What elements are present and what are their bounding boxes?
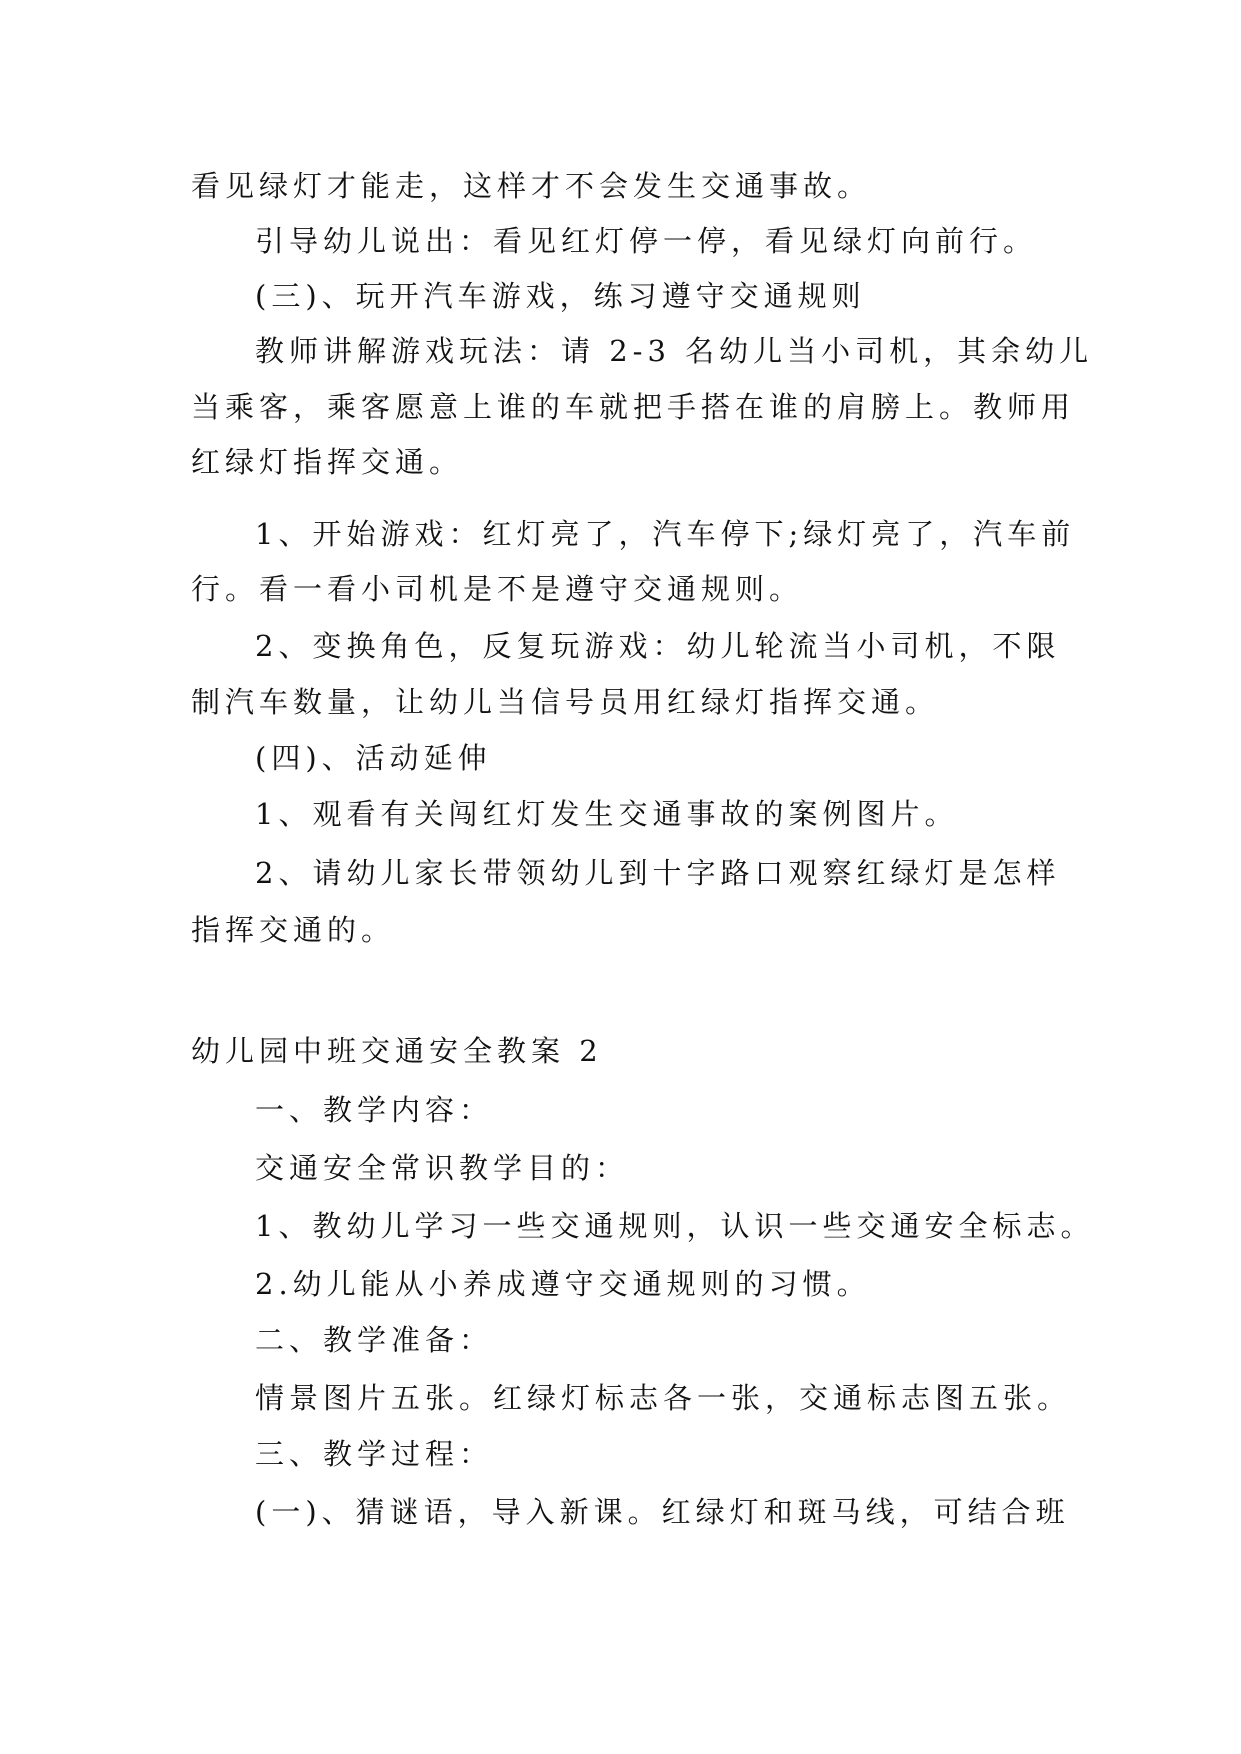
section-heading: 一、教学内容：: [255, 1093, 494, 1127]
body-text-line: 制汽车数量，让幼儿当信号员用红绿灯指挥交通。: [191, 685, 940, 719]
body-text-line: 2、变换角色，反复玩游戏：幼儿轮流当小司机，不限: [255, 629, 1061, 663]
body-text-line: 引导幼儿说出：看见红灯停一停，看见绿灯向前行。: [255, 224, 1038, 258]
body-text-line: 1、开始游戏：红灯亮了，汽车停下;绿灯亮了，汽车前: [255, 517, 1076, 551]
body-text-line: 教师讲解游戏玩法：请 2-3 名幼儿当小司机，其余幼儿: [255, 334, 1094, 368]
body-text-line: 指挥交通的。: [191, 913, 396, 947]
body-text-line: 1、观看有关闯红灯发生交通事故的案例图片。: [255, 797, 959, 831]
body-text-line: 红绿灯指挥交通。: [191, 445, 464, 479]
body-text-line: 交通安全常识教学目的：: [255, 1151, 630, 1185]
body-text-line: (一)、猜谜语，导入新课。红绿灯和斑马线，可结合班: [255, 1495, 1070, 1529]
body-text-line: 行。看一看小司机是不是遵守交通规则。: [191, 572, 804, 606]
body-text-line: 看见绿灯才能走，这样才不会发生交通事故。: [191, 169, 872, 203]
document-title: 幼儿园中班交通安全教案 2: [191, 1034, 603, 1068]
section-heading: 二、教学准备：: [255, 1323, 494, 1357]
body-text-line: 1、教幼儿学习一些交通规则，认识一些交通安全标志。: [255, 1209, 1095, 1243]
body-text-line: 2、请幼儿家长带领幼儿到十字路口观察红绿灯是怎样: [255, 856, 1061, 890]
section-heading: (四)、活动延伸: [255, 741, 492, 775]
section-heading: (三)、玩开汽车游戏，练习遵守交通规则: [255, 279, 866, 313]
body-text-line: 当乘客，乘客愿意上谁的车就把手搭在谁的肩膀上。教师用: [191, 390, 1076, 424]
section-heading: 三、教学过程：: [255, 1437, 494, 1471]
body-text-line: 情景图片五张。红绿灯标志各一张，交通标志图五张。: [255, 1381, 1072, 1415]
body-text-line: 2.幼儿能从小养成遵守交通规则的习惯。: [255, 1267, 871, 1301]
